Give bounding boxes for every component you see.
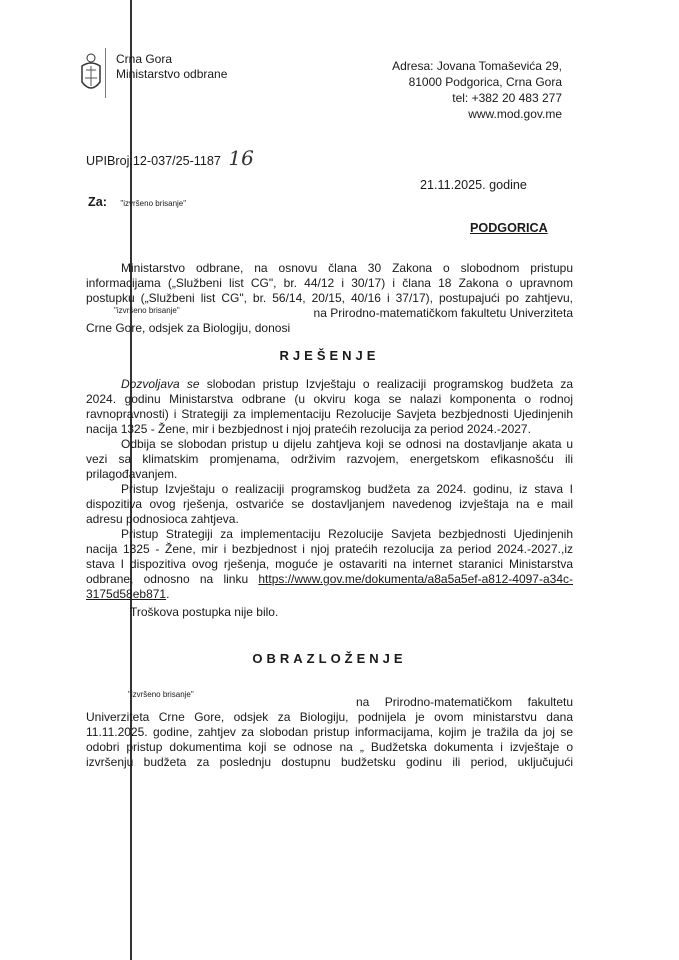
website: www.mod.gov.me <box>468 107 562 121</box>
text-line: . <box>166 587 170 601</box>
text-line: postupku („Službeni list CG", br. 56/14, 20/15, 40/16 i 37/17), postupajući po zahtjevu, <box>86 291 573 305</box>
date: 21.11.2025. godine <box>420 178 527 192</box>
text-line: stava I dispozitiva ovog rješenja, moguće je ostavariti na internet staranici Ministarstva <box>86 557 573 571</box>
text-line: na Prirodno-matematičkom fakultetu <box>356 695 573 709</box>
redacted-name: "izvršeno brisanje" <box>114 306 180 315</box>
reasoning-body <box>86 690 573 770</box>
text-line: 2024. godinu Ministarstva odbrane (u okviru koga se nalazi komponenta o rodnoj <box>86 392 573 406</box>
handwritten-number: 16 <box>228 146 254 170</box>
text-line: slobodan pristup Izvještaju o realizaciji programskog budžeta za <box>206 377 574 391</box>
text-line: adresu podnosioca zahtjeva. <box>86 512 239 526</box>
text-line: na Prirodno-matematičkom fakultetu Univerziteta <box>313 306 573 320</box>
country-name: Crna Gora <box>116 52 173 66</box>
reference-number <box>86 146 254 173</box>
text-line: informacijama („Službeni list CG", br. 44/12 i 30/17) i člana 18 Zakona o upravnom <box>86 276 573 290</box>
ministry-name: Ministarstvo odbrane <box>116 67 228 81</box>
text-line: 11.11.2025. godine, zahtjev za slobodan pristup informacijama, kojim je tražila da joj se <box>86 725 573 739</box>
recipient <box>88 195 186 209</box>
text-line: Crne Gore, odsjek za Biologiju, donosi <box>86 321 291 335</box>
text-line: ravnopravnosti) i Strategiji za implementaciju Rezolucije Savjeta bezbjednosti Ujedinjenih <box>86 407 573 421</box>
text-line: Univerziteta Crne Gore, odsjek za Biologiju, podnijela je ovom ministarstvu dana <box>86 710 573 724</box>
ref-label: UPIBroj: <box>86 154 133 168</box>
header-org <box>116 52 227 82</box>
decision-keyword: Dozvoljava se <box>121 377 200 391</box>
text-line: Pristup Izvještaju o realizaciji programskog budžeta za 2024. godinu, iz stava I <box>121 482 573 496</box>
redacted-name: "izvršeno brisanje" <box>128 690 194 699</box>
text-line: nacija 1325 - Žene, mir i bezbjednost i njoj pratećih rezolucija za period 2024.-2027.,iz <box>86 542 573 556</box>
document-link-continued[interactable]: 3175d58eb871 <box>86 587 167 601</box>
address-block <box>392 58 562 122</box>
text-line: prilagođavanjem. <box>86 467 178 481</box>
costs-statement: Troškova postupka nije bilo. <box>130 605 279 619</box>
text-line: nacija 1325 - Žene, mir i bezbjednost i njoj pratećih rezolucija za period 2024.-2027. <box>86 422 531 436</box>
document-link[interactable]: https://www.gov.me/dokumenta/a8a5a5ef-a812-4097-a34c- <box>258 572 573 586</box>
text-line: Odbija se slobodan pristup u dijelu zahtjeva koji se odnosi na dostavljanje akata u <box>121 437 573 451</box>
city: PODGORICA <box>470 221 548 235</box>
text-line: Ministarstvo odbrane, na osnovu člana 30 Zakona o slobodnom pristupu <box>121 261 573 275</box>
text-line: dispozitiva ovog rješenja, ostvariće se dostavljanjem navedenog izvještaja na e mail <box>86 497 573 511</box>
phone: tel: +382 20 483 277 <box>452 91 562 105</box>
coat-of-arms-logo <box>80 52 102 96</box>
text-line: Pristup Strategiji za implementaciju Rezolucije Savjeta bezbjednosti Ujedinjenih <box>121 527 573 541</box>
text-line: odbrane, odnosno na linku <box>86 572 259 586</box>
decision-title: RJEŠENJE <box>279 348 380 363</box>
recipient-label: Za: <box>88 195 107 209</box>
ref-number: 12-037/25-1187 <box>132 154 221 168</box>
recipient-redacted: "izvršeno brisanje" <box>120 199 187 208</box>
reasoning-title: OBRAZLOŽENJE <box>252 651 407 666</box>
address-line: 81000 Podgorica, Crna Gora <box>408 75 562 89</box>
text-line: vezi sa klimatskim promjenama, održivim razvojem, energetskom efikasnošću ili <box>86 452 573 466</box>
address-line: Adresa: Jovana Tomaševića 29, <box>392 59 562 73</box>
decision-body <box>86 377 573 620</box>
text-line: izvršenju budžeta za poslednju dostupnu budžetsku godinu ili period, uključujući <box>86 755 573 769</box>
text-line: odobri pristup dokumentima koji se odnose na „ Budžetska dokumenta i izvještaje o <box>86 740 573 754</box>
header-divider <box>105 48 106 98</box>
intro-paragraph <box>86 261 573 336</box>
